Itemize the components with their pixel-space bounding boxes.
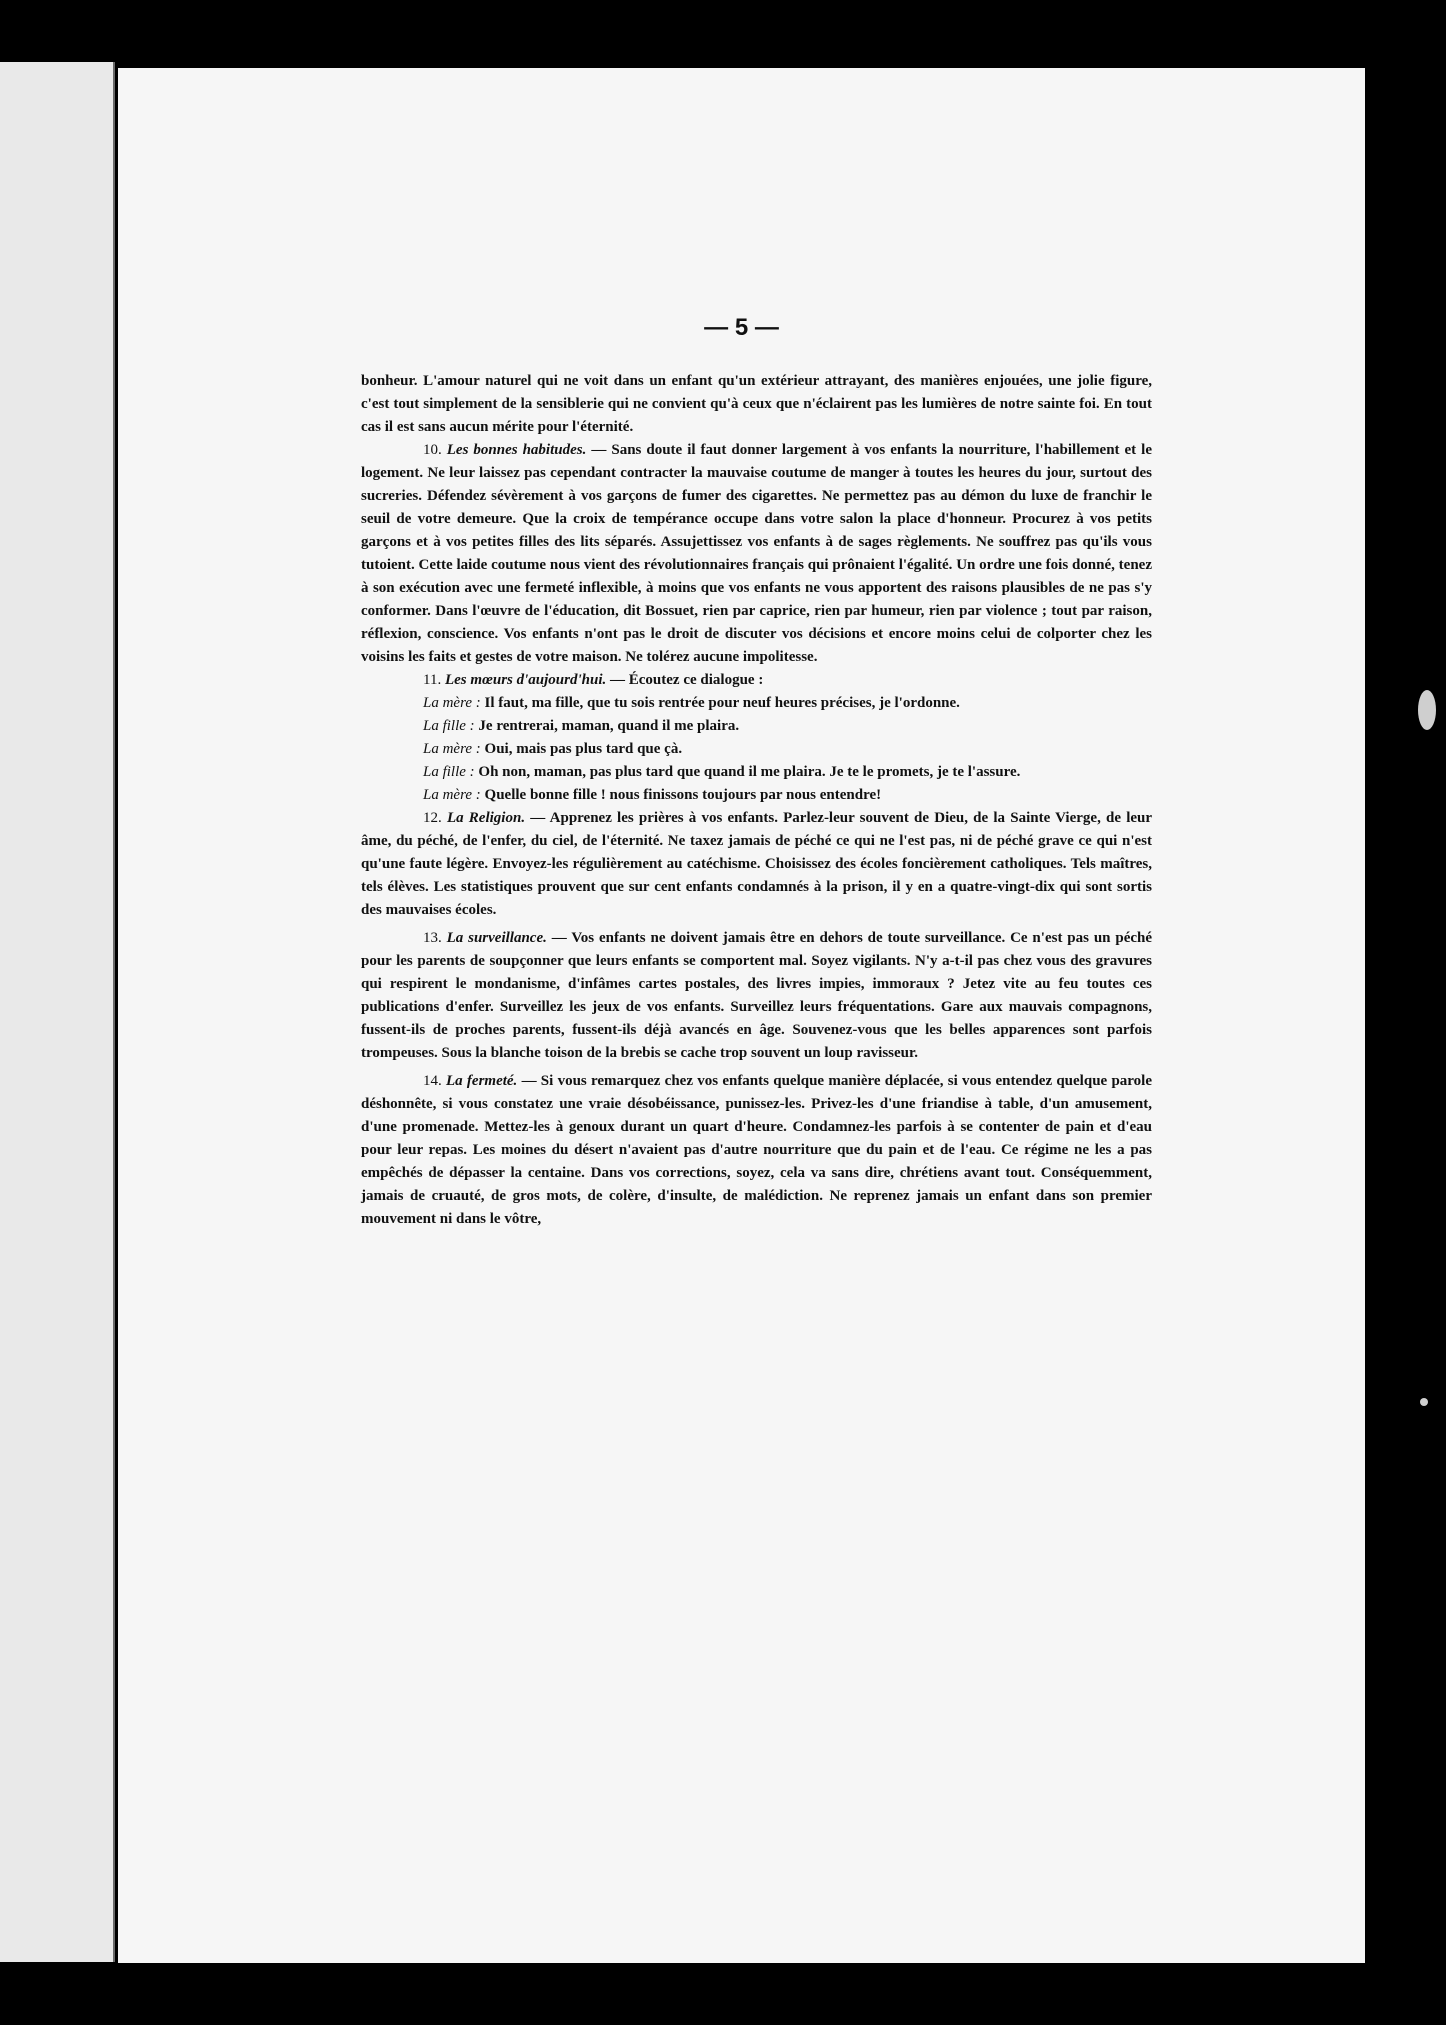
dialogue-speaker: La fille : (423, 718, 475, 734)
dialogue-text: Oh non, maman, pas plus tard que quand il me plaira. Je te le promets, je te l'assure. (478, 764, 1021, 780)
dialogue-text: Il faut, ma fille, que tu sois rentrée pour neuf heures précises, je l'ordonne. (484, 695, 960, 711)
left-page-edge (0, 62, 115, 1962)
dialogue-speaker: La mère : (423, 787, 481, 803)
dialogue-speaker: La mère : (423, 741, 481, 757)
section-number: 12. (423, 810, 442, 826)
dialogue-line (361, 784, 1152, 807)
section-number: 10. (423, 442, 442, 458)
section-text: — Apprenez les prières à vos enfants. Parlez-leur souvent de Dieu, de la Sainte Vierge, de leur âme, du péché, de l'enfer, du ciel, de l'éternité. Ne taxez jamais de péché ce qui ne l'est pas, ni de péché grave ce qui n'est qu'une faute légère. Envoyez-les régulièrement au catéchisme. Choisissez des écoles foncièrement catholiques. Tels maîtres, tels élèves. Les statistiques prouvent que sur cent enfants condamnés à la prison, il y en a quatre-vingt-dix qui sont sortis des mauvaises écoles. (361, 810, 1153, 918)
dialogue-line (361, 761, 1152, 784)
section-11 (361, 669, 1152, 692)
section-text: — Écoutez ce dialogue : (610, 672, 764, 688)
dialogue-text: Quelle bonne fille ! nous finissons toujours par nous entendre! (484, 787, 882, 803)
dialogue-text: Oui, mais pas plus tard que çà. (484, 741, 683, 757)
section-number: 11. (423, 672, 442, 688)
section-title: La surveillance. (446, 930, 547, 946)
dialogue-speaker: La fille : (423, 764, 475, 780)
section-number: 13. (423, 930, 442, 946)
section-text: — Sans doute il faut donner largement à vos enfants la nourriture, l'habillement et le logement. Ne leur laissez pas cependant contracter la mauvaise coutume de manger à toutes les heures du jour, surtout des sucreries. Défendez sévèrement à vos garçons de fumer des cigarettes. Ne permettez pas au démon du luxe de franchir le seuil de votre demeure. Que la croix de tempérance occupe dans votre salon la place d'honneur. Procurez à vos petits garçons et à vos petites filles des lits séparés. Assujettissez vos enfants à de sages règlements. Ne souffrez pas qu'ils vous tutoient. Cette laide coutume nous vient des révolutionnaires français qui prônaient l'égalité. Un ordre une fois donné, tenez à son exécution avec une fermeté inflexible, à moins que vos enfants ne vous apportent des raisons plausibles de ne pas s'y conformer. Dans l'œuvre de l'éducation, dit Bossuet, rien par caprice, rien par humeur, rien par violence ; tout par raison, réflexion, conscience. Vos enfants n'ont pas le droit de discuter vos décisions et encore moins celui de colporter chez les voisins les faits et gestes de votre maison. Ne tolérez aucune impolitesse. (361, 442, 1153, 665)
dialogue-line (361, 692, 1152, 715)
scan-speck (1420, 1398, 1428, 1406)
section-13 (361, 927, 1152, 1065)
section-title: Les mœurs d'aujourd'hui. (444, 672, 607, 688)
dialogue-text: Je rentrerai, maman, quand il me plaira. (478, 718, 740, 734)
document-page (118, 68, 1365, 1963)
paragraph-text: bonheur. L'amour naturel qui ne voit dans un enfant qu'un extérieur attrayant, des manières enjouées, une jolie figure, c'est tout simplement de la sensiblerie qui ne convient qu'à ceux que n'éclairent pas les lumières de notre sainte foi. En tout cas il est sans aucun mérite pour l'éternité. (361, 373, 1152, 435)
section-10 (361, 439, 1152, 669)
dialogue-line (361, 715, 1152, 738)
dialogue-speaker: La mère : (423, 695, 481, 711)
section-number: 14. (423, 1073, 442, 1089)
section-title: Les bonnes habitudes. (446, 442, 587, 458)
scan-speck (1418, 690, 1436, 730)
section-12 (361, 807, 1152, 922)
section-text: — Vos enfants ne doivent jamais être en dehors de toute surveillance. Ce n'est pas un péché pour les parents de soupçonner que leurs enfants se comportent mal. Soyez vigilants. N'y a-t-il pas chez vous des gravures qui respirent le mondanisme, d'infâmes cartes postales, des livres impies, immoraux ? Jetez vite au feu toutes ces publications d'enfer. Surveillez les jeux de vos enfants. Surveillez leurs fréquentations. Gare aux mauvais compagnons, fussent-ils de proches parents, fussent-ils déjà avancés en âge. Souvenez-vous que les belles apparences sont parfois trompeuses. Sous la blanche toison de la brebis se cache trop souvent un loup ravisseur. (361, 930, 1153, 1061)
section-14 (361, 1070, 1152, 1231)
page-number: — 5 — (704, 314, 779, 341)
section-text: — Si vous remarquez chez vos enfants quelque manière déplacée, si vous entendez quelque parole déshonnête, si vous constatez une vraie désobéissance, punissez-les. Privez-les d'une friandise à table, d'un amusement, d'une promenade. Mettez-les à genoux durant un quart d'heure. Condamnez-les parfois à se contenter de pain et d'eau pour leur repas. Les moines du désert n'avaient pas d'autre nourriture que du pain et de l'eau. Ce régime ne les a pas empêchés de dépasser la centaine. Dans vos corrections, soyez, cela va sans dire, chrétiens avant tout. Conséquemment, jamais de cruauté, de gros mots, de colère, d'insulte, de malédiction. Ne reprenez jamais un enfant dans son premier mouvement ni dans le vôtre, (361, 1073, 1152, 1227)
section-title: La Religion. (446, 810, 526, 826)
paragraph-continuation (361, 370, 1152, 439)
section-title: La fermeté. (446, 1073, 518, 1089)
dialogue-line (361, 738, 1152, 761)
body-text (361, 370, 1152, 1231)
